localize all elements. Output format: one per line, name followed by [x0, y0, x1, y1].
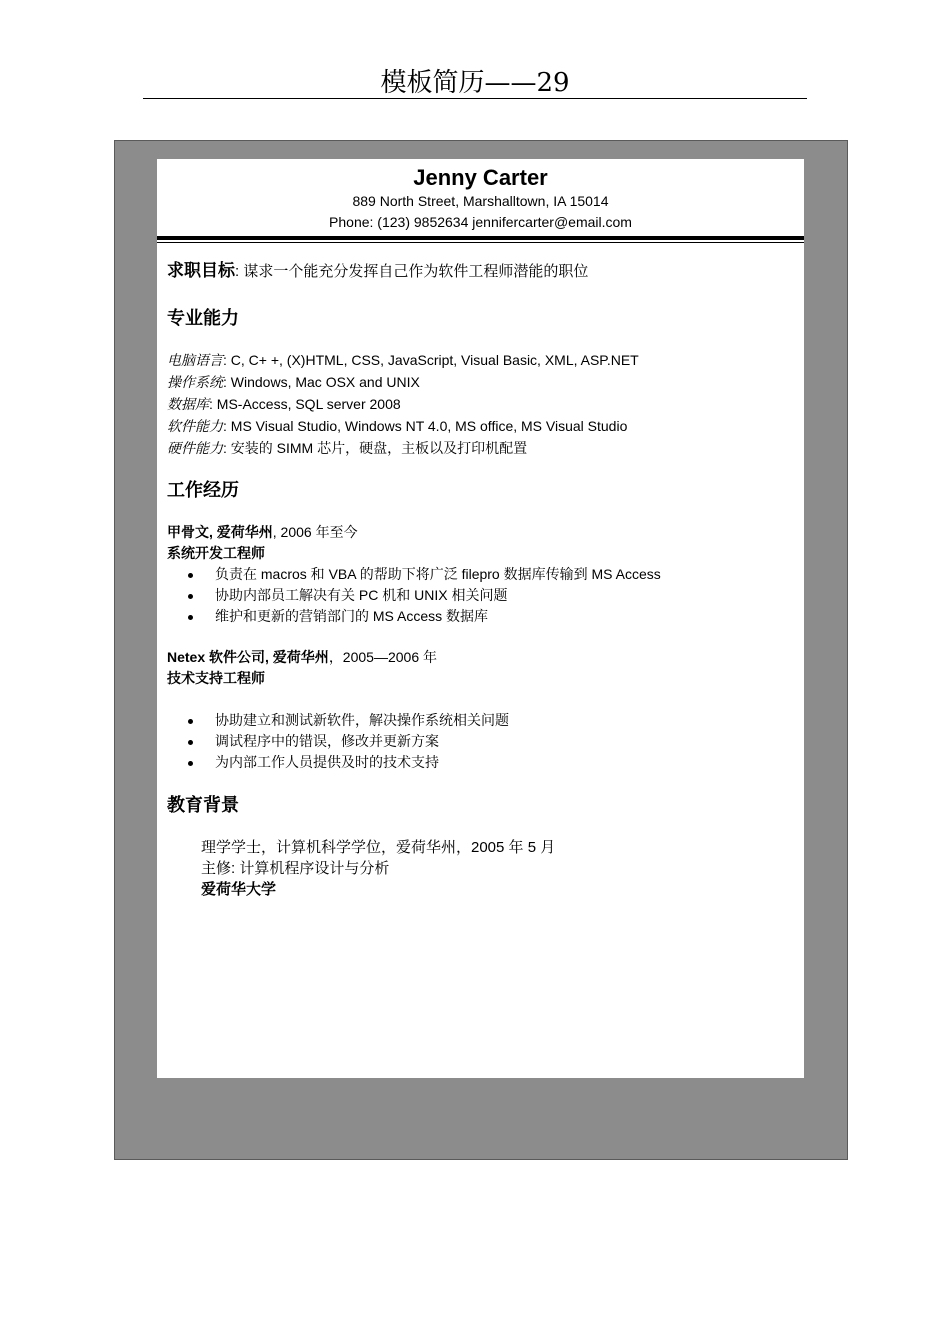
contact-line: Phone: (123) 9852634 jennifercarter@email.com [329, 214, 632, 230]
address-line: 889 North Street, Marshalltown, IA 15014 [352, 193, 609, 209]
job-entry-oracle [167, 522, 661, 627]
skills-heading: 专业能力 [167, 308, 239, 328]
job-entry-netex [167, 647, 509, 773]
candidate-name: Jenny Carter [413, 165, 548, 190]
job-company: Netex 软件公司, 爱荷华州 [167, 649, 329, 665]
document-title: 模板简历——29 [380, 68, 570, 98]
skill-value: : MS Visual Studio, Windows NT 4.0, MS office, MS Visual Studio [223, 418, 628, 434]
header-rule-thick [157, 236, 804, 240]
header-rule-thin [157, 242, 804, 243]
skill-item [167, 394, 639, 416]
experience-heading: 工作经历 [167, 480, 239, 500]
education-degree: 理学学士，计算机科学学位，爱荷华州，2005 年 5 月 [201, 839, 556, 856]
skill-value: : 安装的 SIMM 芯片，硬盘，主板以及打印机配置 [223, 440, 528, 456]
skill-item [167, 372, 639, 394]
job-role: 技术支持工程师 [167, 670, 265, 686]
job-header [167, 647, 509, 668]
skill-label: 硬件能力 [167, 441, 223, 457]
education-heading: 教育背景 [167, 795, 239, 815]
objective-line [167, 260, 588, 283]
list-item: 协助建立和测试新软件，解决操作系统相关问题 [157, 710, 509, 731]
skill-item [167, 438, 639, 460]
resume-sheet [157, 159, 804, 1078]
resume-header [157, 159, 804, 235]
list-item: 负责在 macros 和 VBA 的帮助下将广泛 filepro 数据库传输到 MS Access [157, 564, 661, 585]
skill-label: 数据库 [167, 397, 209, 413]
skill-label: 操作系统 [167, 375, 223, 391]
list-item: 调试程序中的错误，修改并更新方案 [157, 731, 509, 752]
list-item: 为内部工作人员提供及时的技术支持 [157, 752, 509, 773]
skills-list [167, 350, 639, 460]
objective-text: : 谋求一个能充分发挥自己作为软件工程师潜能的职位 [235, 263, 589, 280]
skill-value: : C, C+ +, (X)HTML, CSS, JavaScript, Visual Basic, XML, ASP.NET [223, 352, 639, 368]
title-underline [143, 98, 807, 99]
job-period: , 2006 年至今 [272, 524, 358, 540]
job-role: 系统开发工程师 [167, 545, 265, 561]
skill-item [167, 416, 639, 438]
skill-label: 软件能力 [167, 419, 223, 435]
job-duties [157, 710, 509, 773]
skill-item [167, 350, 639, 372]
job-duties [157, 564, 661, 627]
skill-label: 电脑语言 [167, 353, 223, 369]
job-header [167, 522, 661, 543]
list-item: 协助内部员工解决有关 PC 机和 UNIX 相关问题 [157, 585, 661, 606]
job-company: 甲骨文, 爱荷华州 [167, 524, 273, 540]
skill-value: : Windows, Mac OSX and UNIX [223, 374, 420, 390]
objective-label: 求职目标 [167, 261, 235, 280]
list-item: 维护和更新的营销部门的 MS Access 数据库 [157, 606, 661, 627]
education-block [201, 837, 555, 900]
education-school: 爱荷华大学 [201, 881, 277, 898]
education-major: 主修: 计算机程序设计与分析 [201, 860, 390, 877]
job-period: ，2005—2006 年 [328, 649, 437, 665]
skill-value: : MS-Access, SQL server 2008 [209, 396, 401, 412]
